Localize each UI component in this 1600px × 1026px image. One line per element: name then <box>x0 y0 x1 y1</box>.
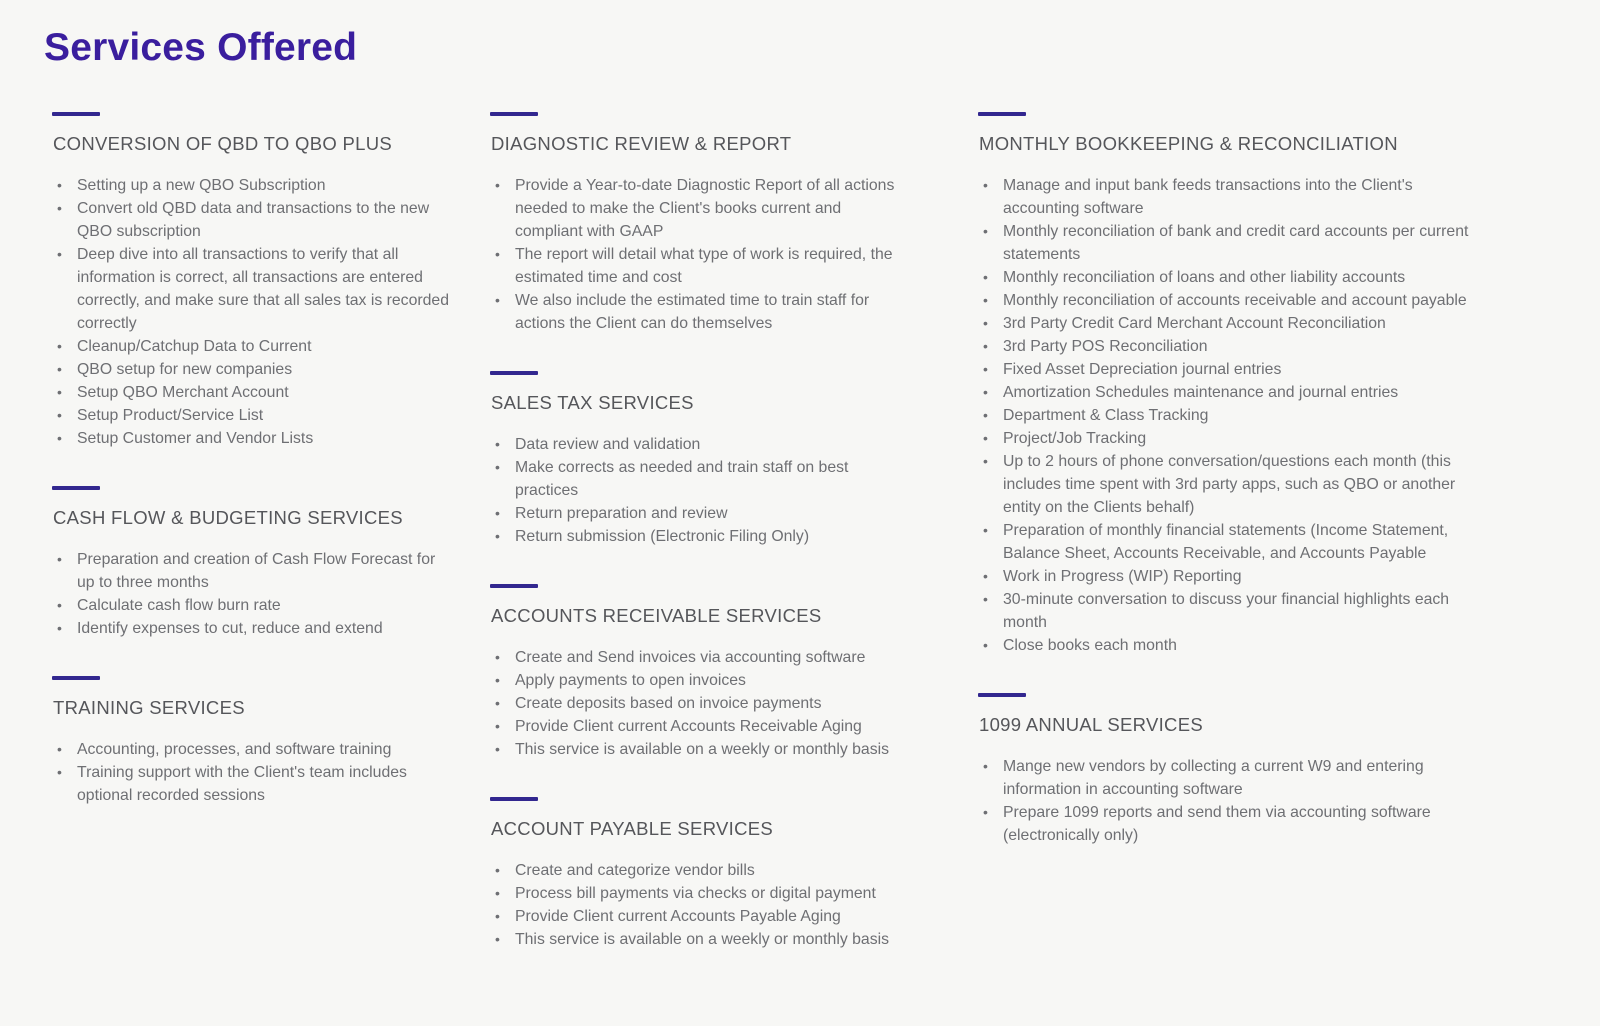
service-item: • Monthly reconciliation of accounts receivable and account payable <box>978 289 1488 312</box>
section-heading: CONVERSION OF QBD TO QBO PLUS <box>53 133 393 154</box>
section-accent-line <box>52 486 100 490</box>
service-item: • Return submission (Electronic Filing Only) <box>490 525 910 548</box>
service-list <box>490 646 910 761</box>
service-item: • Setup Customer and Vendor Lists <box>52 427 456 450</box>
service-list <box>978 755 1488 847</box>
service-item: • The report will detail what type of work is required, the estimated time and cost <box>490 243 910 289</box>
service-list <box>490 174 910 335</box>
service-item: • Create and Send invoices via accounting software <box>490 646 910 669</box>
service-item: • This service is available on a weekly or monthly basis <box>490 738 910 761</box>
service-section <box>978 112 1488 657</box>
service-item: • Provide Client current Accounts Payable Aging <box>490 905 910 928</box>
service-list <box>52 174 456 450</box>
section-heading: DIAGNOSTIC REVIEW & REPORT <box>491 133 792 154</box>
section-heading: ACCOUNTS RECEIVABLE SERVICES <box>491 605 822 626</box>
section-heading: ACCOUNT PAYABLE SERVICES <box>491 818 774 839</box>
service-item: • Accounting, processes, and software training <box>52 738 456 761</box>
service-item: • Cleanup/Catchup Data to Current <box>52 335 456 358</box>
service-item: • Preparation of monthly financial statements (Income Statement, Balance Sheet, Accounts Receivable, and Accounts Payable <box>978 519 1488 565</box>
section-accent-line <box>978 112 1026 116</box>
section-heading: TRAINING SERVICES <box>53 697 245 718</box>
section-heading: MONTHLY BOOKKEEPING & RECONCILIATION <box>979 133 1398 154</box>
section-accent-line <box>490 112 538 116</box>
service-item: • Work in Progress (WIP) Reporting <box>978 565 1488 588</box>
service-section <box>52 676 456 807</box>
service-item: • Monthly reconciliation of bank and credit card accounts per current statements <box>978 220 1488 266</box>
service-item: • 30-minute conversation to discuss your financial highlights each month <box>978 588 1488 634</box>
service-section <box>490 112 910 335</box>
columns-container <box>52 112 1600 987</box>
service-item: • Training support with the Client's team includes optional recorded sessions <box>52 761 456 807</box>
service-list <box>490 859 910 951</box>
service-item: • Deep dive into all transactions to verify that all information is correct, all transactions are entered correctly, and make sure that all sales tax is recorded correctly <box>52 243 456 335</box>
section-accent-line <box>490 797 538 801</box>
service-list <box>52 548 456 640</box>
service-section <box>978 693 1488 847</box>
service-item: • Setting up a new QBO Subscription <box>52 174 456 197</box>
service-item: • Preparation and creation of Cash Flow Forecast for up to three months <box>52 548 456 594</box>
service-item: • Department & Class Tracking <box>978 404 1488 427</box>
services-page <box>0 26 1600 987</box>
service-item: • Provide a Year-to-date Diagnostic Report of all actions needed to make the Client's books current and compliant with GAAP <box>490 174 910 243</box>
service-item: • Setup QBO Merchant Account <box>52 381 456 404</box>
service-item: • Fixed Asset Depreciation journal entries <box>978 358 1488 381</box>
section-accent-line <box>490 584 538 588</box>
service-item: • Monthly reconciliation of loans and other liability accounts <box>978 266 1488 289</box>
service-item: • Prepare 1099 reports and send them via accounting software (electronically only) <box>978 801 1488 847</box>
services-column-2 <box>490 112 910 987</box>
service-item: • This service is available on a weekly or monthly basis <box>490 928 910 951</box>
services-column-1 <box>52 112 456 843</box>
service-item: • Amortization Schedules maintenance and journal entries <box>978 381 1488 404</box>
service-item: • Create deposits based on invoice payments <box>490 692 910 715</box>
service-item: • Setup Product/Service List <box>52 404 456 427</box>
section-accent-line <box>52 676 100 680</box>
service-item: • Close books each month <box>978 634 1488 657</box>
service-item: • We also include the estimated time to train staff for actions the Client can do themselves <box>490 289 910 335</box>
section-accent-line <box>490 371 538 375</box>
service-item: • 3rd Party POS Reconciliation <box>978 335 1488 358</box>
service-section <box>52 112 456 450</box>
service-item: • Mange new vendors by collecting a current W9 and entering information in accounting software <box>978 755 1488 801</box>
service-item: • Apply payments to open invoices <box>490 669 910 692</box>
section-accent-line <box>978 693 1026 697</box>
service-list <box>978 174 1488 657</box>
service-item: • Data review and validation <box>490 433 910 456</box>
section-heading: CASH FLOW & BUDGETING SERVICES <box>53 507 403 528</box>
service-section <box>490 584 910 761</box>
service-item: • Process bill payments via checks or digital payment <box>490 882 910 905</box>
service-list <box>52 738 456 807</box>
service-item: • Convert old QBD data and transactions to the new QBO subscription <box>52 197 456 243</box>
service-item: • Manage and input bank feeds transactions into the Client's accounting software <box>978 174 1488 220</box>
services-column-3 <box>978 112 1488 883</box>
service-item: • Make corrects as needed and train staff on best practices <box>490 456 910 502</box>
service-section <box>490 371 910 548</box>
service-item: • Up to 2 hours of phone conversation/questions each month (this includes time spent with 3rd party apps, such as QBO or another entity on the Clients behalf) <box>978 450 1488 519</box>
service-section <box>490 797 910 951</box>
service-item: • QBO setup for new companies <box>52 358 456 381</box>
service-item: • Return preparation and review <box>490 502 910 525</box>
service-item: • Provide Client current Accounts Receivable Aging <box>490 715 910 738</box>
section-heading: 1099 ANNUAL SERVICES <box>979 714 1203 735</box>
section-heading: SALES TAX SERVICES <box>491 392 694 413</box>
service-item: • 3rd Party Credit Card Merchant Account Reconciliation <box>978 312 1488 335</box>
service-item: • Project/Job Tracking <box>978 427 1488 450</box>
service-item: • Calculate cash flow burn rate <box>52 594 456 617</box>
page-title: Services Offered <box>44 26 358 69</box>
service-item: • Create and categorize vendor bills <box>490 859 910 882</box>
service-item: • Identify expenses to cut, reduce and extend <box>52 617 456 640</box>
section-accent-line <box>52 112 100 116</box>
service-section <box>52 486 456 640</box>
service-list <box>490 433 910 548</box>
